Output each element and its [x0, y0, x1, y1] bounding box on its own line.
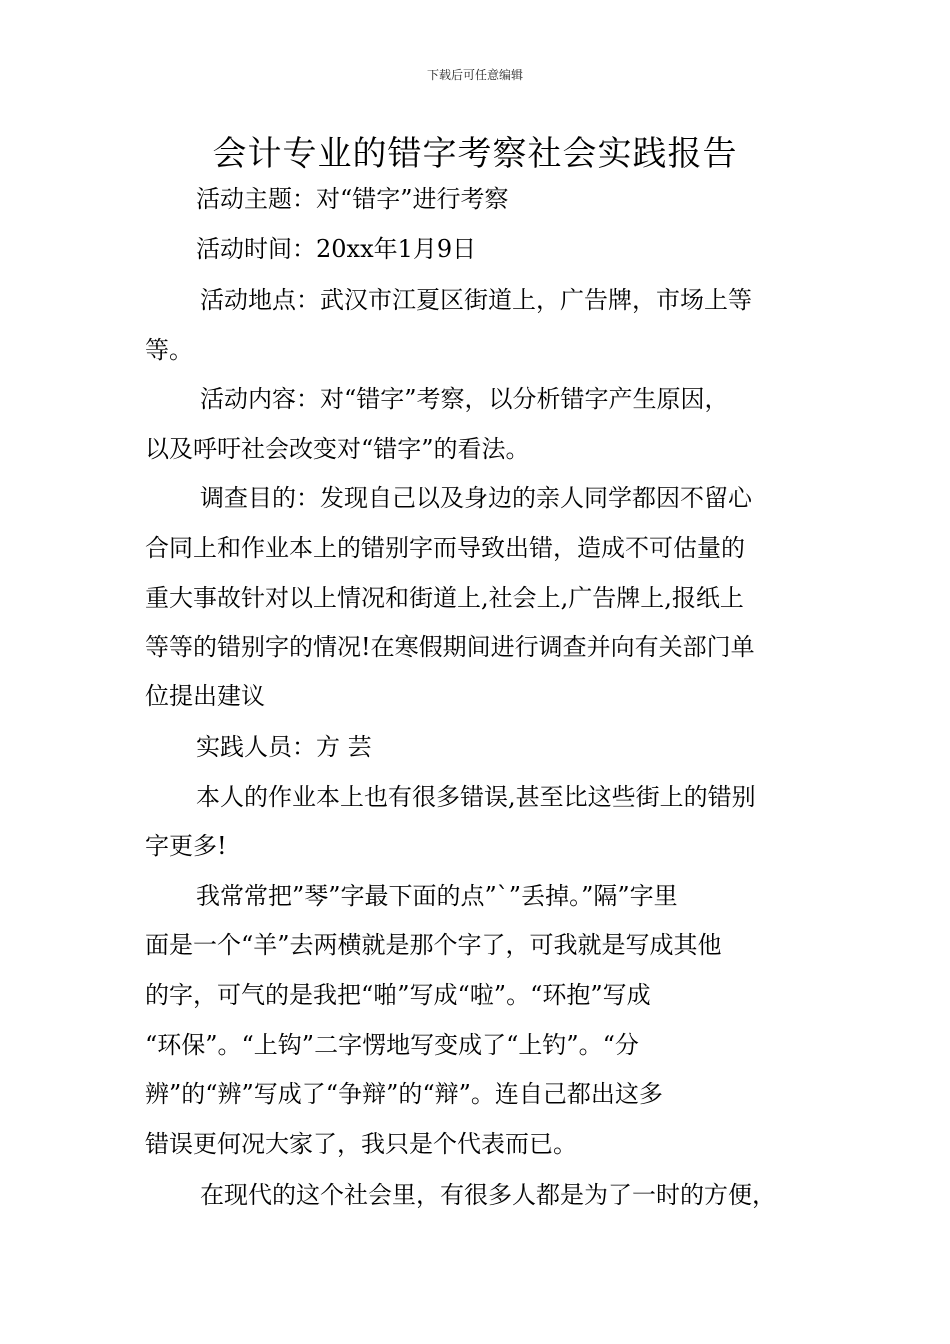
body-line: 重大事故针对以上情况和街道上,社会上,广告牌上,报纸上	[145, 584, 744, 612]
body-line: 在现代的这个社会里，有很多人都是为了一时的方便，	[200, 1181, 776, 1209]
body-line: 以及呼吁社会改变对“错字”的看法。	[145, 435, 530, 463]
body-line: 辨”的“辨”写成了“争辩”的“辩”。连自己都出这多	[145, 1080, 663, 1108]
body-line: 等。	[145, 336, 193, 364]
body-line: 字更多!	[145, 832, 227, 860]
page-header-note: 下载后可任意编辑	[426, 68, 523, 82]
body-line: 等等的错别字的情况!在寒假期间进行调查并向有关部门单	[145, 633, 755, 661]
body-line: 位提出建议	[145, 682, 265, 710]
body-line: 面是一个“羊”去两横就是那个字了，可我就是写成其他	[145, 931, 722, 959]
document-title: 会计专业的错字考察社会实践报告	[212, 134, 738, 174]
body-line: 活动地点：武汉市江夏区街道上，广告牌，市场上等	[200, 286, 752, 314]
body-line: 错误更何况大家了，我只是个代表而已。	[145, 1130, 577, 1158]
body-line: 活动内容：对“错字”考察，以分析错字产生原因，	[200, 385, 729, 413]
body-line: “环保”。“上钩”二字愣地写变成了“上钓”。“分	[145, 1031, 639, 1059]
body-line: 活动时间：20xx年1月9日	[196, 235, 477, 263]
body-line: 本人的作业本上也有很多错误,甚至比这些街上的错别	[196, 783, 756, 811]
body-line: 实践人员：方 芸	[196, 733, 372, 761]
body-line: 我常常把”琴”字最下面的点”`”丢掉。”隔”字里	[196, 882, 678, 910]
body-line: 的字，可气的是我把“啪”写成“啦”。“环抱”写成	[145, 981, 651, 1009]
body-line: 调查目的：发现自己以及身边的亲人同学都因不留心	[200, 484, 752, 512]
body-line: 合同上和作业本上的错别字而导致出错，造成不可估量的	[145, 534, 745, 562]
body-line: 活动主题：对“错字”进行考察	[196, 185, 509, 213]
